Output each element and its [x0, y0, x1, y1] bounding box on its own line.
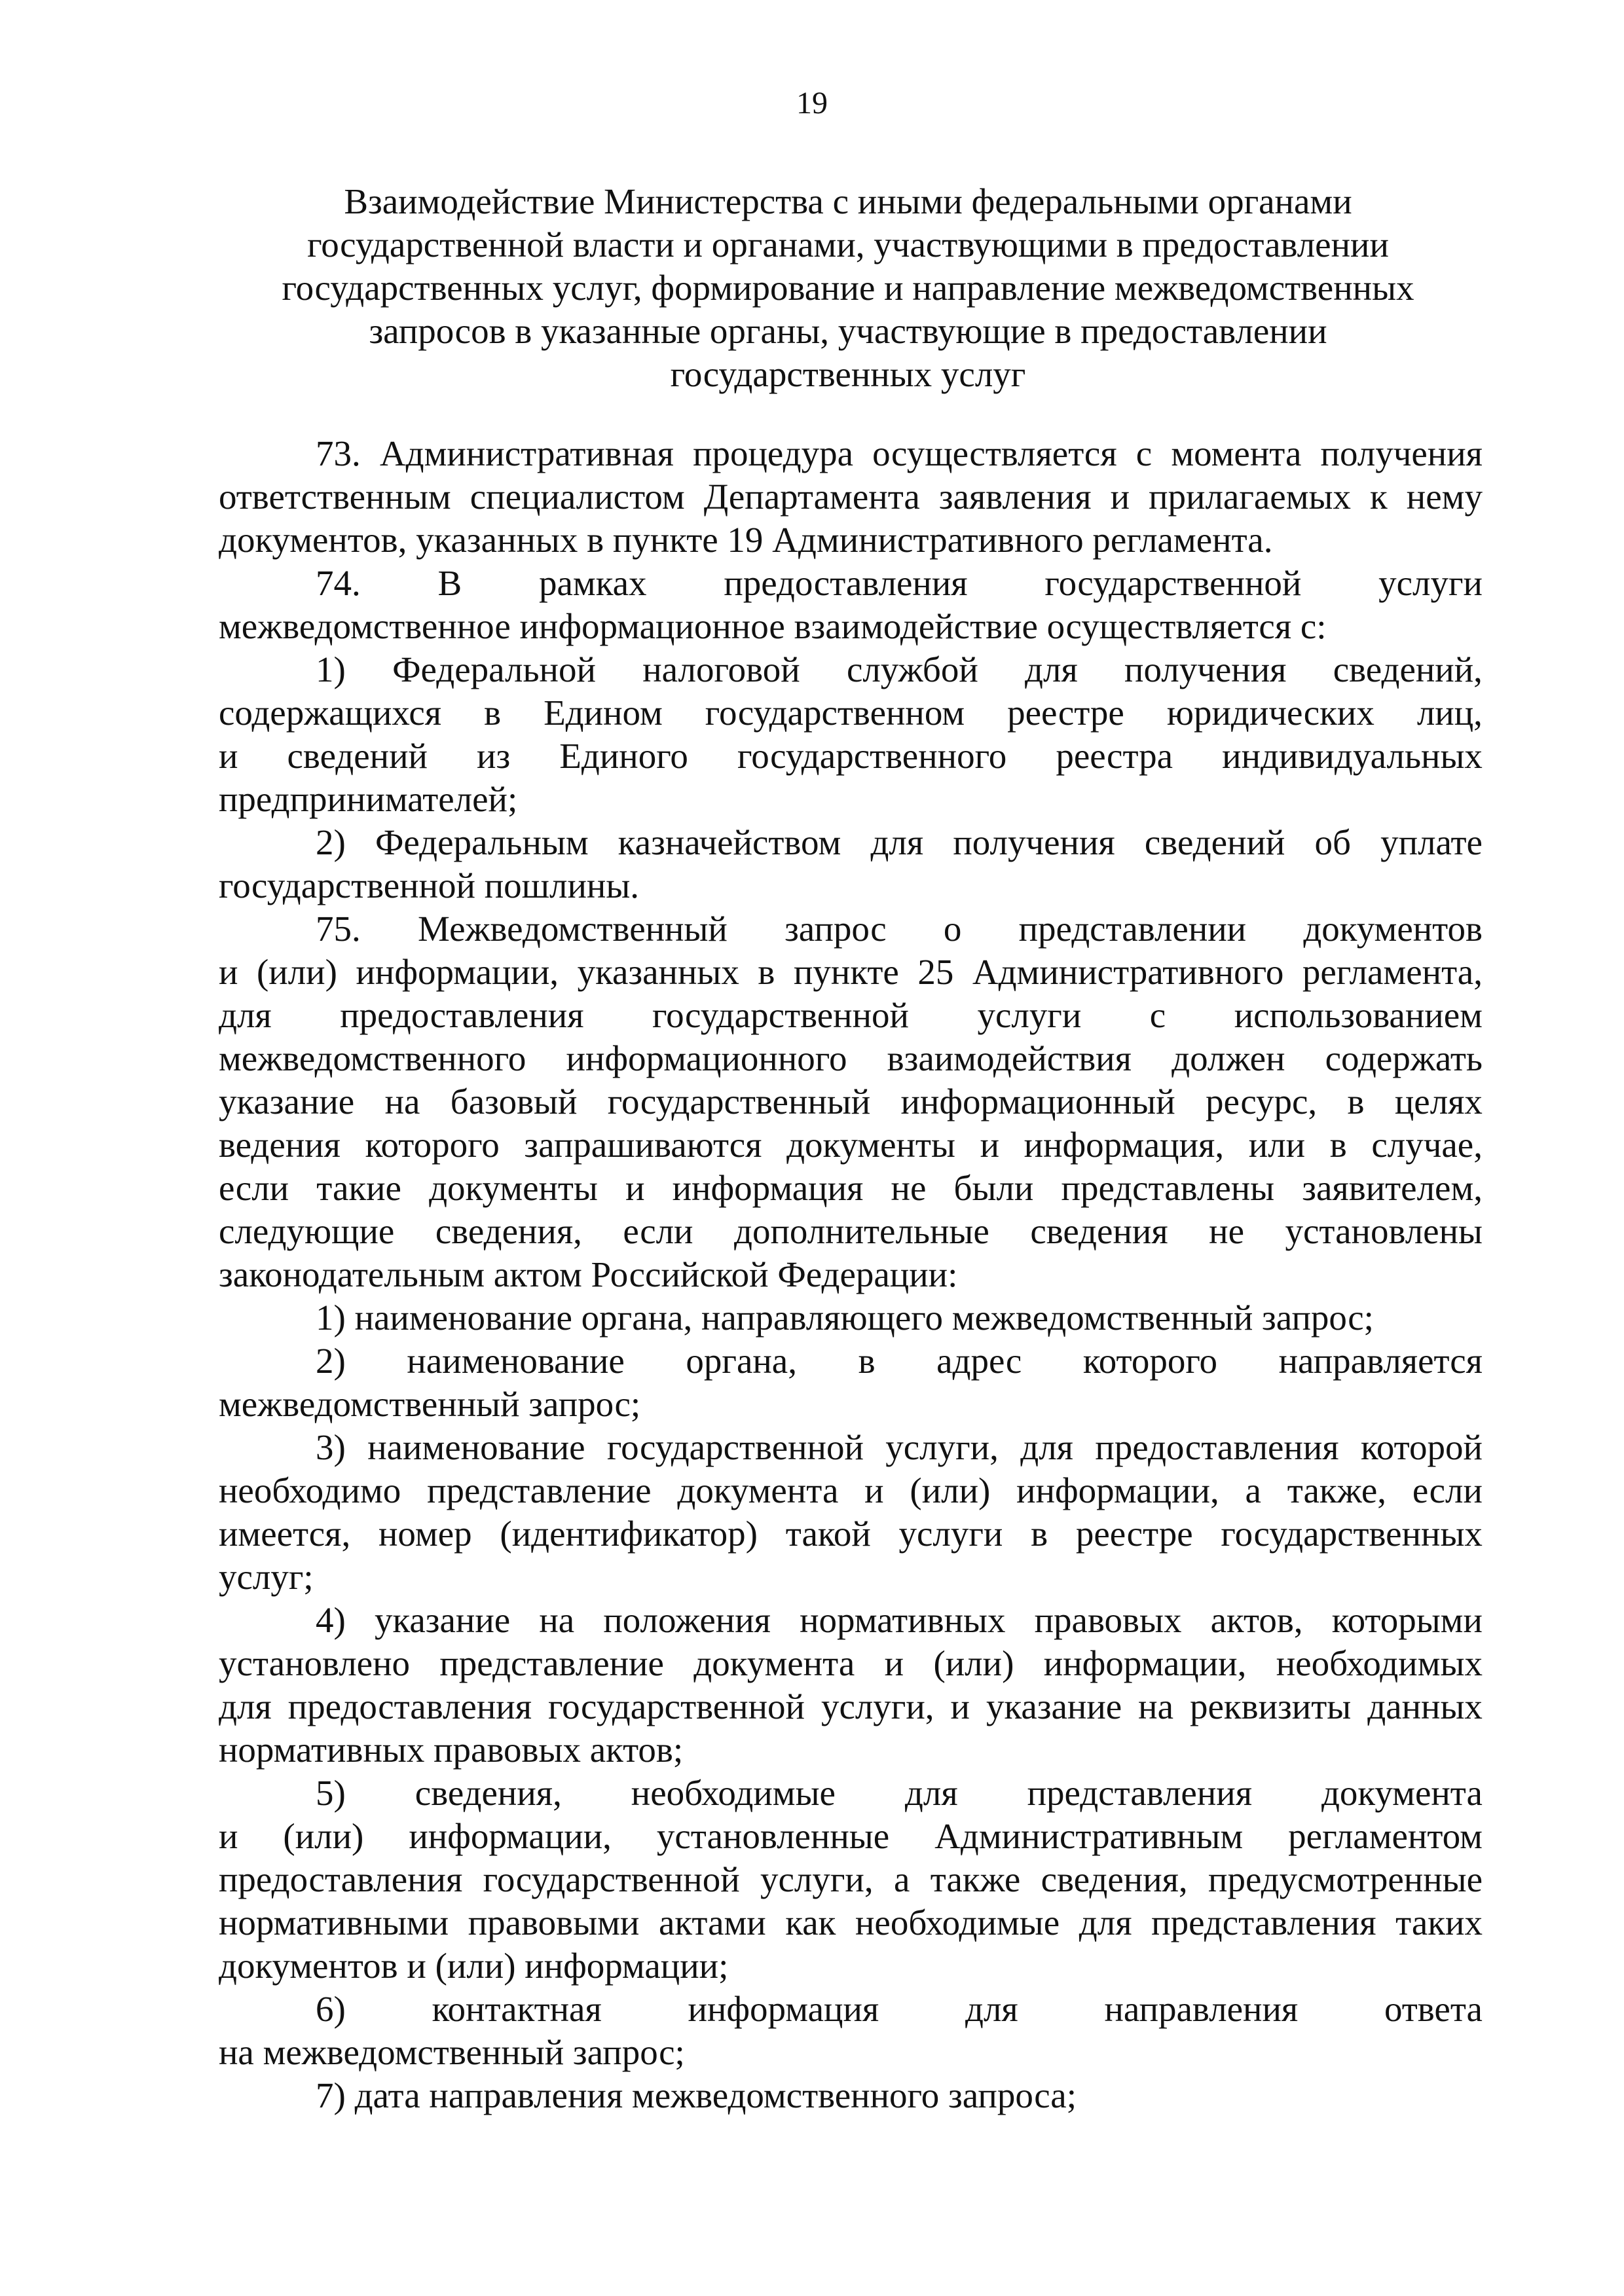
text-line [219, 432, 1483, 475]
word: предоставления [287, 1686, 532, 1726]
word: представлены [1061, 1168, 1275, 1208]
word: должен [1172, 1038, 1285, 1078]
word: Федеральной [392, 649, 596, 689]
word: запрос [784, 909, 887, 949]
word: в [758, 952, 775, 992]
word: предоставления [1095, 1427, 1339, 1467]
word: 4) [316, 1600, 346, 1640]
word: которыми [1331, 1600, 1483, 1640]
word: с [1135, 433, 1153, 473]
word: информации, [409, 1816, 612, 1856]
word: налоговой [642, 649, 800, 689]
text-line [219, 1642, 1483, 1685]
word: реестре [1075, 1514, 1193, 1554]
text-line [219, 1988, 1483, 2031]
text-line [219, 1685, 1483, 1728]
text-line [219, 735, 1483, 778]
paragraph-p74-2 [219, 821, 1483, 907]
word: Едином [544, 693, 663, 733]
word: информационного [566, 1038, 847, 1078]
word: о [943, 909, 962, 949]
word: такие [316, 1168, 401, 1208]
word: указание [374, 1600, 511, 1640]
word: сведений [287, 736, 428, 776]
word: также [930, 1859, 1021, 1899]
word: необходимо [219, 1470, 401, 1510]
text-line: документов, указанных в пункте 19 Административного регламента. [219, 520, 1273, 560]
word: использованием [1234, 995, 1483, 1035]
paragraph-p75-5 [219, 1772, 1483, 1988]
word: документа [693, 1643, 855, 1683]
word: услуги [1378, 563, 1483, 603]
word: в [1347, 1082, 1365, 1121]
text-line [219, 1037, 1483, 1080]
word: государственного [737, 736, 1007, 776]
word: указанных [577, 952, 739, 992]
heading-line: государственных услуг, формирование и направление межведомственных [282, 268, 1414, 308]
word: государственной [652, 995, 909, 1035]
heading-line: государственной власти и органами, участвующими в предоставлении [307, 225, 1389, 264]
word: получения [953, 822, 1115, 862]
word: государственных [1221, 1514, 1483, 1554]
document-body [219, 432, 1483, 2117]
word: номер [378, 1514, 472, 1554]
word: государственной [606, 1427, 864, 1467]
word: предоставления [724, 563, 968, 603]
word: представлении [1018, 909, 1247, 949]
word: специалистом [470, 477, 685, 517]
word: Административным [934, 1816, 1244, 1856]
word: и [1110, 477, 1130, 517]
word: и [625, 1168, 645, 1208]
text-line [219, 562, 1483, 605]
word: целях [1394, 1082, 1483, 1121]
text-line: на межведомственный запрос; [219, 2032, 685, 2072]
word: наименование [407, 1341, 625, 1381]
word: на [539, 1600, 575, 1640]
text-line [219, 951, 1483, 994]
word: 25 [917, 952, 954, 992]
word: реестре [1007, 693, 1124, 733]
word: лиц, [1416, 693, 1483, 733]
word: Единого [559, 736, 688, 776]
text-line: межведомственное информационное взаимодействие осуществляется с: [219, 606, 1327, 646]
word: информация, [1024, 1125, 1225, 1165]
word: прилагаемых [1149, 477, 1351, 517]
word: и [219, 1816, 238, 1856]
word: государственный [607, 1082, 871, 1121]
word: 2) [316, 822, 346, 862]
word: и [980, 1125, 999, 1165]
word: уплате [1380, 822, 1483, 862]
word: 5) [316, 1773, 346, 1813]
word: актами [658, 1903, 766, 1942]
word: необходимых [1276, 1643, 1483, 1683]
word: и [950, 1686, 970, 1726]
word: в [484, 693, 502, 733]
text-line [219, 821, 1483, 864]
word: ответа [1384, 1989, 1483, 2029]
word: документа [677, 1470, 839, 1510]
word: или [1248, 1125, 1306, 1165]
text-line: документов и (или) информации; [219, 1946, 729, 1986]
word: с [1149, 995, 1166, 1035]
text-line: нормативных правовых актов; [219, 1730, 684, 1770]
word: нему [1406, 477, 1483, 517]
word: ответственным [219, 477, 451, 517]
word: информационный [900, 1082, 1175, 1121]
heading-line: государственных услуг [670, 354, 1026, 394]
word: для [1079, 1903, 1132, 1942]
word: услуги [977, 995, 1082, 1035]
word: в [1031, 1514, 1048, 1554]
word: а [1245, 1470, 1261, 1510]
word: информации, [1043, 1643, 1247, 1683]
text-line [219, 1512, 1483, 1556]
word: на [384, 1082, 420, 1121]
word: для [219, 995, 272, 1035]
word: наименование [367, 1427, 585, 1467]
word: взаимодействия [887, 1038, 1132, 1078]
word: контактная [432, 1989, 602, 2029]
word: установлено [219, 1643, 410, 1683]
word: правовых [1034, 1600, 1182, 1640]
word: которого [365, 1125, 500, 1165]
text-line [219, 648, 1483, 691]
text-line [219, 1599, 1483, 1642]
paragraph-p75-1 [219, 1296, 1483, 1339]
word: которого [1082, 1341, 1218, 1381]
word: получения [1124, 649, 1287, 689]
text-line [219, 1426, 1483, 1469]
word: сведения [1030, 1211, 1168, 1251]
word: содержать [1325, 1038, 1483, 1078]
word: 75. [316, 909, 361, 949]
text-line [219, 1167, 1483, 1210]
text-line [219, 1901, 1483, 1944]
word: службой [846, 649, 978, 689]
word: момента [1171, 433, 1302, 473]
text-line: 1) наименование органа, направляющего межведомственный запрос; [316, 1298, 1374, 1338]
word: регламента, [1302, 952, 1483, 992]
word: имеется, [219, 1514, 351, 1554]
paragraph-p75-3 [219, 1426, 1483, 1599]
word: если [623, 1211, 693, 1251]
word: (или) [933, 1643, 1014, 1683]
word: государственной [483, 1859, 740, 1899]
word: дополнительные [734, 1211, 989, 1251]
word: представления [1151, 1903, 1376, 1942]
word: Федеральным [375, 822, 589, 862]
word: сведений, [1333, 649, 1483, 689]
word: как [785, 1903, 836, 1942]
word: Административного [972, 952, 1284, 992]
word: для [965, 1989, 1018, 2029]
word: не [891, 1168, 927, 1208]
word: Административная [379, 433, 674, 473]
word: 74. [316, 563, 361, 603]
word: заявления [938, 477, 1092, 517]
word: пункте [793, 952, 899, 992]
text-line [219, 1123, 1483, 1167]
word: Департамента [703, 477, 920, 517]
word: (или) [910, 1470, 991, 1510]
word: услуги [898, 1514, 1003, 1554]
word: а [893, 1859, 910, 1899]
word: если [219, 1168, 289, 1208]
word: (или) [256, 952, 337, 992]
word: (или) [283, 1816, 364, 1856]
paragraph-p73 [219, 432, 1483, 562]
word: для [870, 822, 924, 862]
word: из [477, 736, 511, 776]
word: информация [672, 1168, 864, 1208]
heading-line: запросов в указанные органы, участвующие в предоставлении [369, 311, 1327, 351]
text-line: услуг; [219, 1557, 314, 1597]
word: ресурс, [1206, 1082, 1318, 1121]
word: реестра [1056, 736, 1173, 776]
word: сведений [1144, 822, 1285, 862]
word: 6) [316, 1989, 346, 2029]
word: случае, [1371, 1125, 1483, 1165]
paragraph-p75-7 [219, 2074, 1483, 2117]
word: регламентом [1288, 1816, 1483, 1856]
text-line [219, 691, 1483, 735]
word: реквизиты [1190, 1686, 1352, 1726]
word: для [219, 1686, 272, 1726]
word: государственной [1044, 563, 1302, 603]
text-line: 7) дата направления межведомственного запроса; [316, 2075, 1077, 2115]
text-line [219, 994, 1483, 1037]
word: в [1329, 1125, 1347, 1165]
word: также, [1287, 1470, 1387, 1510]
page-number: 19 [796, 86, 828, 120]
word: нормативных [800, 1600, 1006, 1640]
word: базовый [450, 1082, 578, 1121]
text-line [219, 1210, 1483, 1253]
word: получения [1320, 433, 1483, 473]
word: указание [219, 1082, 355, 1121]
word: ведения [219, 1125, 341, 1165]
word: документы [429, 1168, 598, 1208]
word: и [219, 952, 238, 992]
word: в [858, 1341, 876, 1381]
word: Межведомственный [417, 909, 728, 949]
word: направления [1104, 1989, 1299, 2029]
paragraph-p75-4 [219, 1599, 1483, 1772]
word: указание [986, 1686, 1122, 1726]
word: таких [1395, 1903, 1483, 1942]
word: не [1209, 1211, 1244, 1251]
word: документа [1321, 1773, 1483, 1813]
word: представления [1027, 1773, 1252, 1813]
text-line: законодательным актом Российской Федерации: [219, 1254, 958, 1294]
word: В [437, 563, 462, 603]
word: казначейством [618, 822, 841, 862]
word: представление [439, 1643, 664, 1683]
word: услуги, [885, 1427, 999, 1467]
word: данных [1367, 1686, 1483, 1726]
word: юридических [1166, 693, 1375, 733]
word: государственном [705, 693, 965, 733]
word: нормативными [219, 1903, 449, 1942]
text-line [219, 1080, 1483, 1123]
word: информации, [356, 952, 559, 992]
word: актов, [1210, 1600, 1303, 1640]
word: (идентификатор) [500, 1514, 758, 1554]
text-line [219, 907, 1483, 951]
word: заявителем, [1302, 1168, 1483, 1208]
word: документов [1303, 909, 1483, 949]
word: сведения, [1041, 1859, 1188, 1899]
text-line [219, 1815, 1483, 1858]
word: направляется [1278, 1341, 1483, 1381]
word: предоставления [340, 995, 584, 1035]
paragraph-p75-6 [219, 1988, 1483, 2074]
word: следующие [219, 1211, 395, 1251]
word: такой [785, 1514, 871, 1554]
word: рамках [539, 563, 647, 603]
word: государственной [547, 1686, 805, 1726]
heading-line: Взаимодействие Министерства с иными федеральными органами [344, 181, 1352, 221]
word: сведения, [435, 1211, 582, 1251]
section-heading [216, 180, 1480, 396]
word: содержащихся [219, 693, 442, 733]
word: и [864, 1470, 884, 1510]
text-line [219, 1858, 1483, 1901]
word: услуги, [821, 1686, 934, 1726]
word: необходимые [855, 1903, 1060, 1942]
word: на [1138, 1686, 1174, 1726]
word: информации, [1016, 1470, 1219, 1510]
word: осуществляется [872, 433, 1117, 473]
word: об [1314, 822, 1351, 862]
paragraph-p74 [219, 562, 1483, 648]
word: межведомственного [219, 1038, 526, 1078]
word: органа, [686, 1341, 797, 1381]
word: установлены [1285, 1211, 1483, 1251]
word: которой [1360, 1427, 1483, 1467]
word: для [1020, 1427, 1073, 1467]
word: информация [688, 1989, 879, 2029]
text-line: государственной пошлины. [219, 866, 640, 905]
word: 1) [316, 649, 346, 689]
paragraph-p75-2 [219, 1339, 1483, 1426]
word: индивидуальных [1222, 736, 1483, 776]
word: необходимые [631, 1773, 836, 1813]
word: услуги, [760, 1859, 874, 1899]
word: если [1412, 1470, 1483, 1510]
word: 3) [316, 1427, 346, 1467]
text-line [219, 1772, 1483, 1815]
text-line [219, 1339, 1483, 1383]
paragraph-p74-1 [219, 648, 1483, 821]
word: правовыми [468, 1903, 640, 1942]
word: запрашиваются [524, 1125, 762, 1165]
text-line: предпринимателей; [219, 779, 518, 819]
word: документы [786, 1125, 955, 1165]
word: предусмотренные [1208, 1859, 1483, 1899]
word: для [1025, 649, 1078, 689]
word: представление [427, 1470, 652, 1510]
word: для [904, 1773, 958, 1813]
word: и [219, 736, 238, 776]
word: установленные [656, 1816, 890, 1856]
word: положения [603, 1600, 771, 1640]
text-line [219, 475, 1483, 519]
text-line: межведомственный запрос; [219, 1384, 641, 1424]
paragraph-p75 [219, 907, 1483, 1296]
text-line [219, 1469, 1483, 1512]
word: процедура [693, 433, 854, 473]
word: предоставления [219, 1859, 463, 1899]
word: 73. [316, 433, 361, 473]
word: к [1370, 477, 1388, 517]
word: были [953, 1168, 1034, 1208]
word: сведения, [415, 1773, 562, 1813]
word: и [884, 1643, 904, 1683]
word: 2) [316, 1341, 346, 1381]
word: адрес [936, 1341, 1022, 1381]
